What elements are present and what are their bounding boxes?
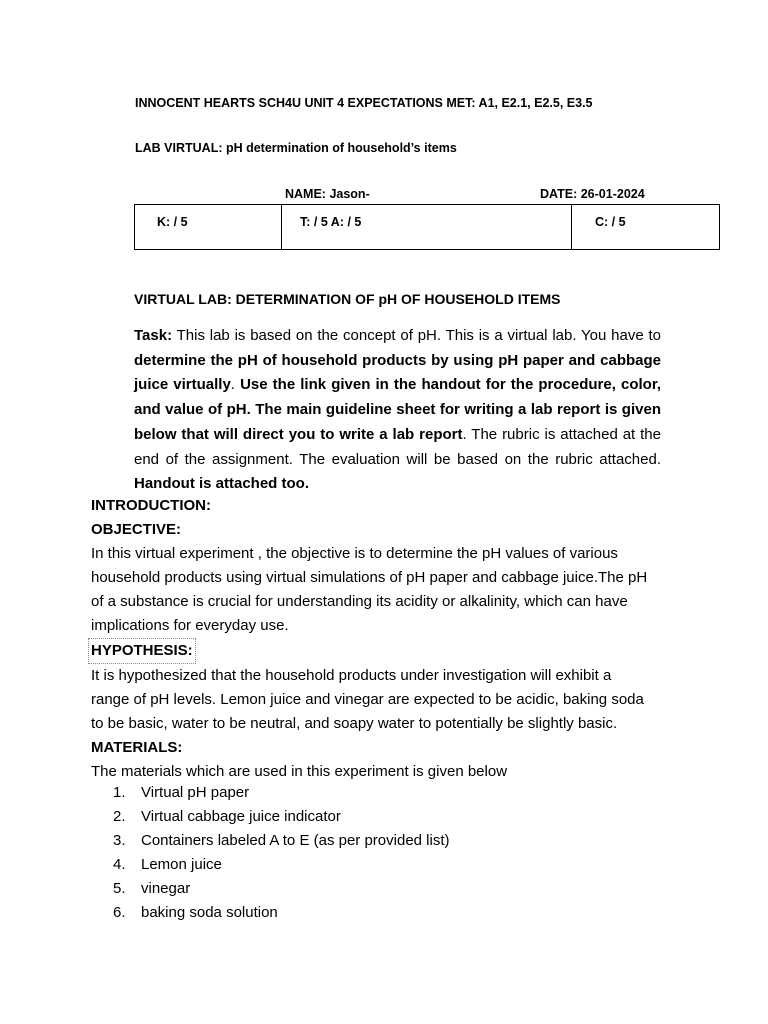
list-item: 4. Lemon juice [113, 856, 222, 873]
grade-communication: C: / 5 [595, 215, 626, 229]
materials-intro: The materials which are used in this experiment is given below [91, 763, 508, 780]
task-label: Task: [134, 327, 173, 344]
report-date: DATE: 26-01-2024 [540, 187, 645, 201]
grade-divider [571, 205, 572, 249]
introduction-heading: INTRODUCTION: [91, 497, 211, 514]
report-body [91, 494, 691, 784]
objective-line: In this virtual experiment , the objective is to determine the pH values of various [91, 545, 618, 562]
objective-line: implications for everyday use. [91, 617, 289, 634]
materials-list [113, 781, 450, 925]
grade-divider [281, 205, 282, 249]
course-header: INNOCENT HEARTS SCH4U UNIT 4 EXPECTATIONS MET: A1, E2.1, E2.5, E3.5 [135, 96, 593, 110]
hypothesis-heading: HYPOTHESIS: [88, 638, 196, 664]
lab-title: VIRTUAL LAB: DETERMINATION OF pH OF HOUSEHOLD ITEMS [134, 291, 561, 307]
objective-line: of a substance is crucial for understanding its acidity or alkalinity, which can have [91, 593, 628, 610]
hypothesis-line: It is hypothesized that the household products under investigation will exhibit a [91, 667, 612, 684]
materials-heading: MATERIALS: [91, 739, 183, 756]
task-paragraph: Task: This lab is based on the concept of pH. This is a virtual lab. You have to determine the pH of household products by using pH paper and cabbage juice virtually. Use the link given in the handout for the procedure, color, and value of pH. The main guideline sheet for writing a lab report is given below that will direct you to write a lab report. The rubric is attached at the end of the assignment. The evaluation will be based on the rubric attached. Handout is attached too. [134, 327, 661, 493]
grade-knowledge: K: / 5 [157, 215, 188, 229]
student-name: NAME: Jason- [285, 187, 370, 201]
hypothesis-line: range of pH levels. Lemon juice and vinegar are expected to be acidic, baking soda [91, 691, 644, 708]
objective-line: household products using virtual simulations of pH paper and cabbage juice.The pH [91, 569, 648, 586]
list-item: 1. Virtual pH paper [113, 784, 250, 801]
list-item: 5. vinegar [113, 880, 191, 897]
lab-subtitle: LAB VIRTUAL: pH determination of household’s items [135, 141, 457, 155]
objective-heading: OBJECTIVE: [91, 521, 182, 538]
list-item: 2. Virtual cabbage juice indicator [113, 808, 341, 825]
grade-thinking-application: T: / 5 A: / 5 [300, 215, 362, 229]
grade-table [134, 204, 720, 250]
list-item: 3. Containers labeled A to E (as per provided list) [113, 832, 450, 849]
list-item: 6. baking soda solution [113, 904, 278, 921]
hypothesis-line: to be basic, water to be neutral, and soapy water to potentially be slightly basic. [91, 715, 618, 732]
